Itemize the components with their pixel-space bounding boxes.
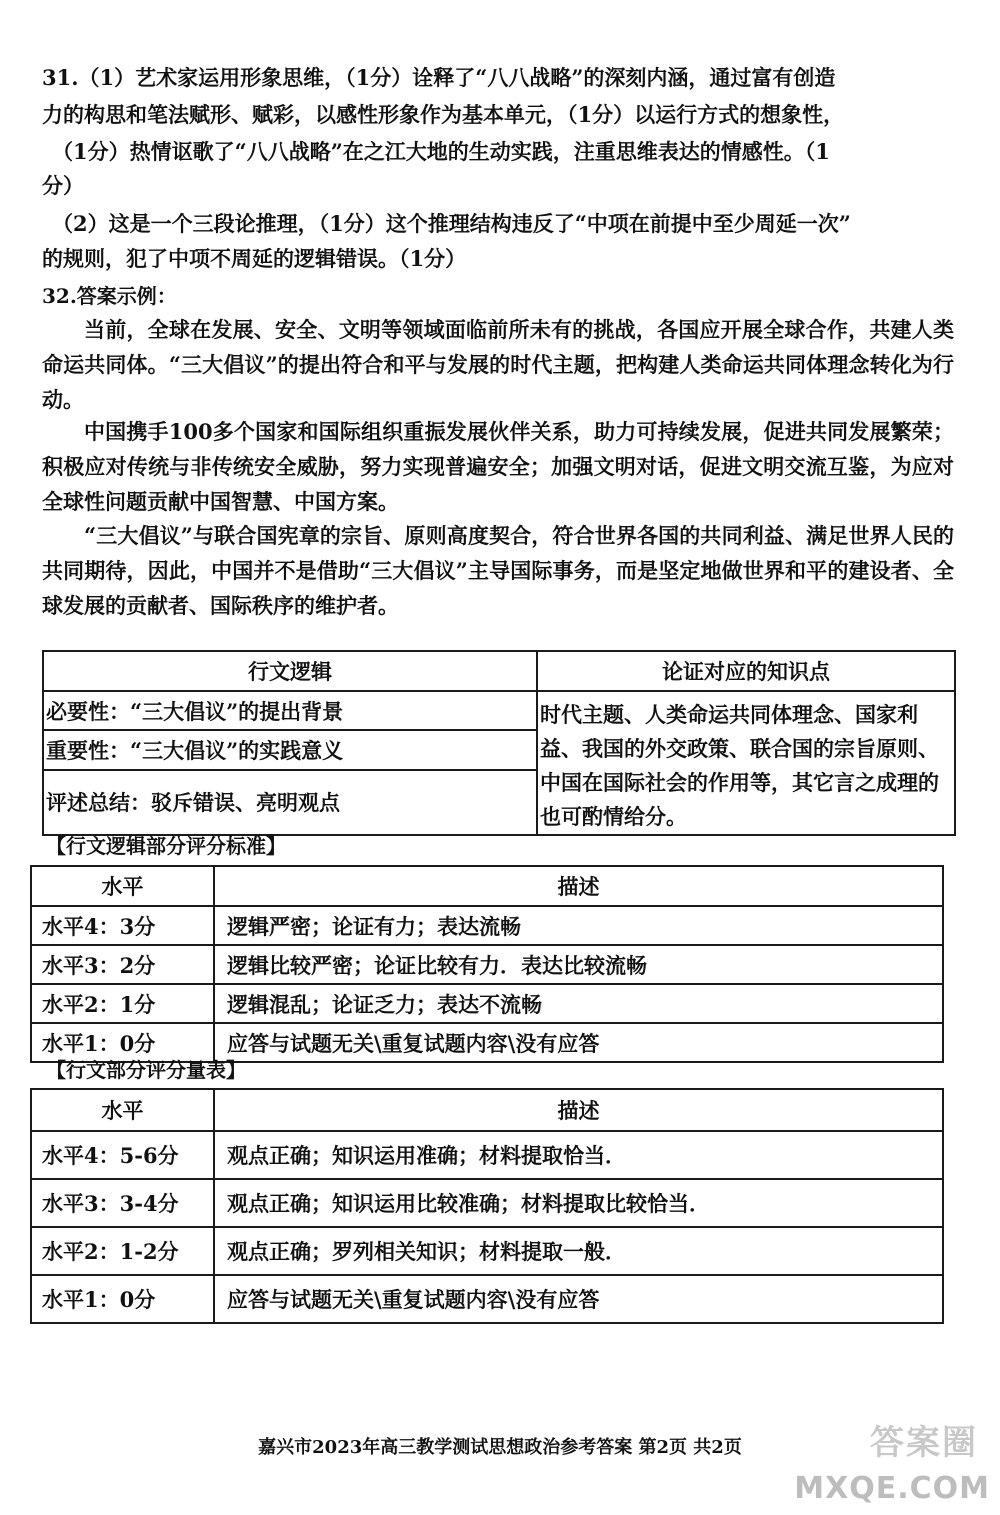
level-cell: 水平2：1分 [31,984,214,1023]
table-header-row [31,1089,943,1131]
q32-paragraph-3: “三大倡议”与联合国宪章的宗旨、原则高度契合，符合世界各国的共同利益、满足世界人民的共同期待，因此，中国并不是借助“三大倡议”主导国际事务，而是坚定地做世界和平的建设者、全球发展的贡献者、国际秩序的维护者。 [42,523,954,618]
header-level: 水平 [31,1089,214,1131]
level-cell: 水平1：0分 [31,1023,214,1062]
page-footer: 嘉兴市2023年高三教学测试思想政治参考答案 第2页 共2页 [258,1437,742,1458]
level-cell: 水平4：5-6分 [31,1131,214,1179]
header-level: 水平 [31,866,214,906]
logic-necessity: 必要性：“三大倡议”的提出背景 [43,691,537,730]
q31-line-2: 力的构思和笔法赋形、赋彩，以感性形象作为基本单元，（1分）以运行方式的想象性， [42,102,845,127]
writing-scoring-table [30,1088,944,1324]
level-cell: 水平3：3-4分 [31,1179,214,1227]
description-cell: 逻辑比较严密；论证比较有力．表达比较流畅 [214,945,943,984]
table-header-row [31,866,943,906]
table-row [31,1227,943,1275]
q31-line-1: 31.（1）艺术家运用形象思维，（1分）诠释了“八八战略”的深刻内涵，通过富有创造 [42,65,836,90]
table-header-row [43,651,955,691]
watermark-logo: 答案圈 [870,1423,978,1463]
level-cell: 水平2：1-2分 [31,1227,214,1275]
logic-knowledge-table [42,650,956,836]
watermark-url: MXQE.COM [794,1471,990,1506]
table-row [31,984,943,1023]
table-row [31,1179,943,1227]
q31-line-3: （1分）热情讴歌了“八八战略”在之江大地的生动实践，注重思维表达的情感性。（1 [52,139,830,164]
table-row [31,945,943,984]
knowledge-points: 时代主题、人类命运共同体理念、国家利益、我国的外交政策、联合国的宗旨原则、中国在国际社会的作用等，其它言之成理的也可酌情给分。 [537,691,955,835]
level-cell: 水平1：0分 [31,1275,214,1323]
header-logic: 行文逻辑 [43,651,537,691]
q31-line-6: 的规则，犯了中项不周延的逻辑错误。（1分） [42,246,467,271]
description-cell: 应答与试题无关\重复试题内容\没有应答 [214,1023,943,1062]
table-row [31,1131,943,1179]
q31-line-4: 分） [42,173,84,198]
header-knowledge: 论证对应的知识点 [537,651,955,691]
description-cell: 应答与试题无关\重复试题内容\没有应答 [214,1275,943,1323]
header-description: 描述 [214,866,943,906]
table-row [31,1275,943,1323]
logic-scoring-table [30,865,944,1063]
description-cell: 观点正确；知识运用准确；材料提取恰当． [214,1131,943,1179]
logic-importance: 重要性：“三大倡议”的实践意义 [43,730,537,769]
q31-line-5: （2）这是一个三段论推理，（1分）这个推理结构违反了“中项在前提中至少周延一次” [52,211,851,236]
header-description: 描述 [214,1089,943,1131]
q32-paragraph-2: 中国携手100多个国家和国际组织重振发展伙伴关系，助力可持续发展，促进共同发展繁荣；积极应对传统与非传统安全威胁，努力实现普遍安全；加强文明对话，促进文明交流互鉴，为应对全球性问题贡献中国智慧、中国方案。 [42,419,954,514]
logic-summary: 评述总结：驳斥错误、亮明观点 [43,770,537,835]
q32-paragraph-1: 当前，全球在发展、安全、文明等领域面临前所未有的挑战，各国应开展全球合作，共建人类命运共同体。“三大倡议”的提出符合和平与发展的时代主题，把构建人类命运共同体理念转化为行动。 [42,317,954,412]
description-cell: 逻辑严密；论证有力；表达流畅 [214,906,943,945]
table-row [43,691,955,730]
level-cell: 水平3：2分 [31,945,214,984]
description-cell: 观点正确；知识运用比较准确；材料提取比较恰当． [214,1179,943,1227]
logic-scoring-heading: 【行文逻辑部分评分标准】 [46,834,286,858]
level-cell: 水平4：3分 [31,906,214,945]
table-row [31,906,943,945]
q32-title: 32.答案示例： [42,284,177,308]
description-cell: 观点正确；罗列相关知识；材料提取一般． [214,1227,943,1275]
description-cell: 逻辑混乱；论证乏力；表达不流畅 [214,984,943,1023]
writing-scoring-heading: 【行文部分评分量表】 [46,1058,246,1082]
